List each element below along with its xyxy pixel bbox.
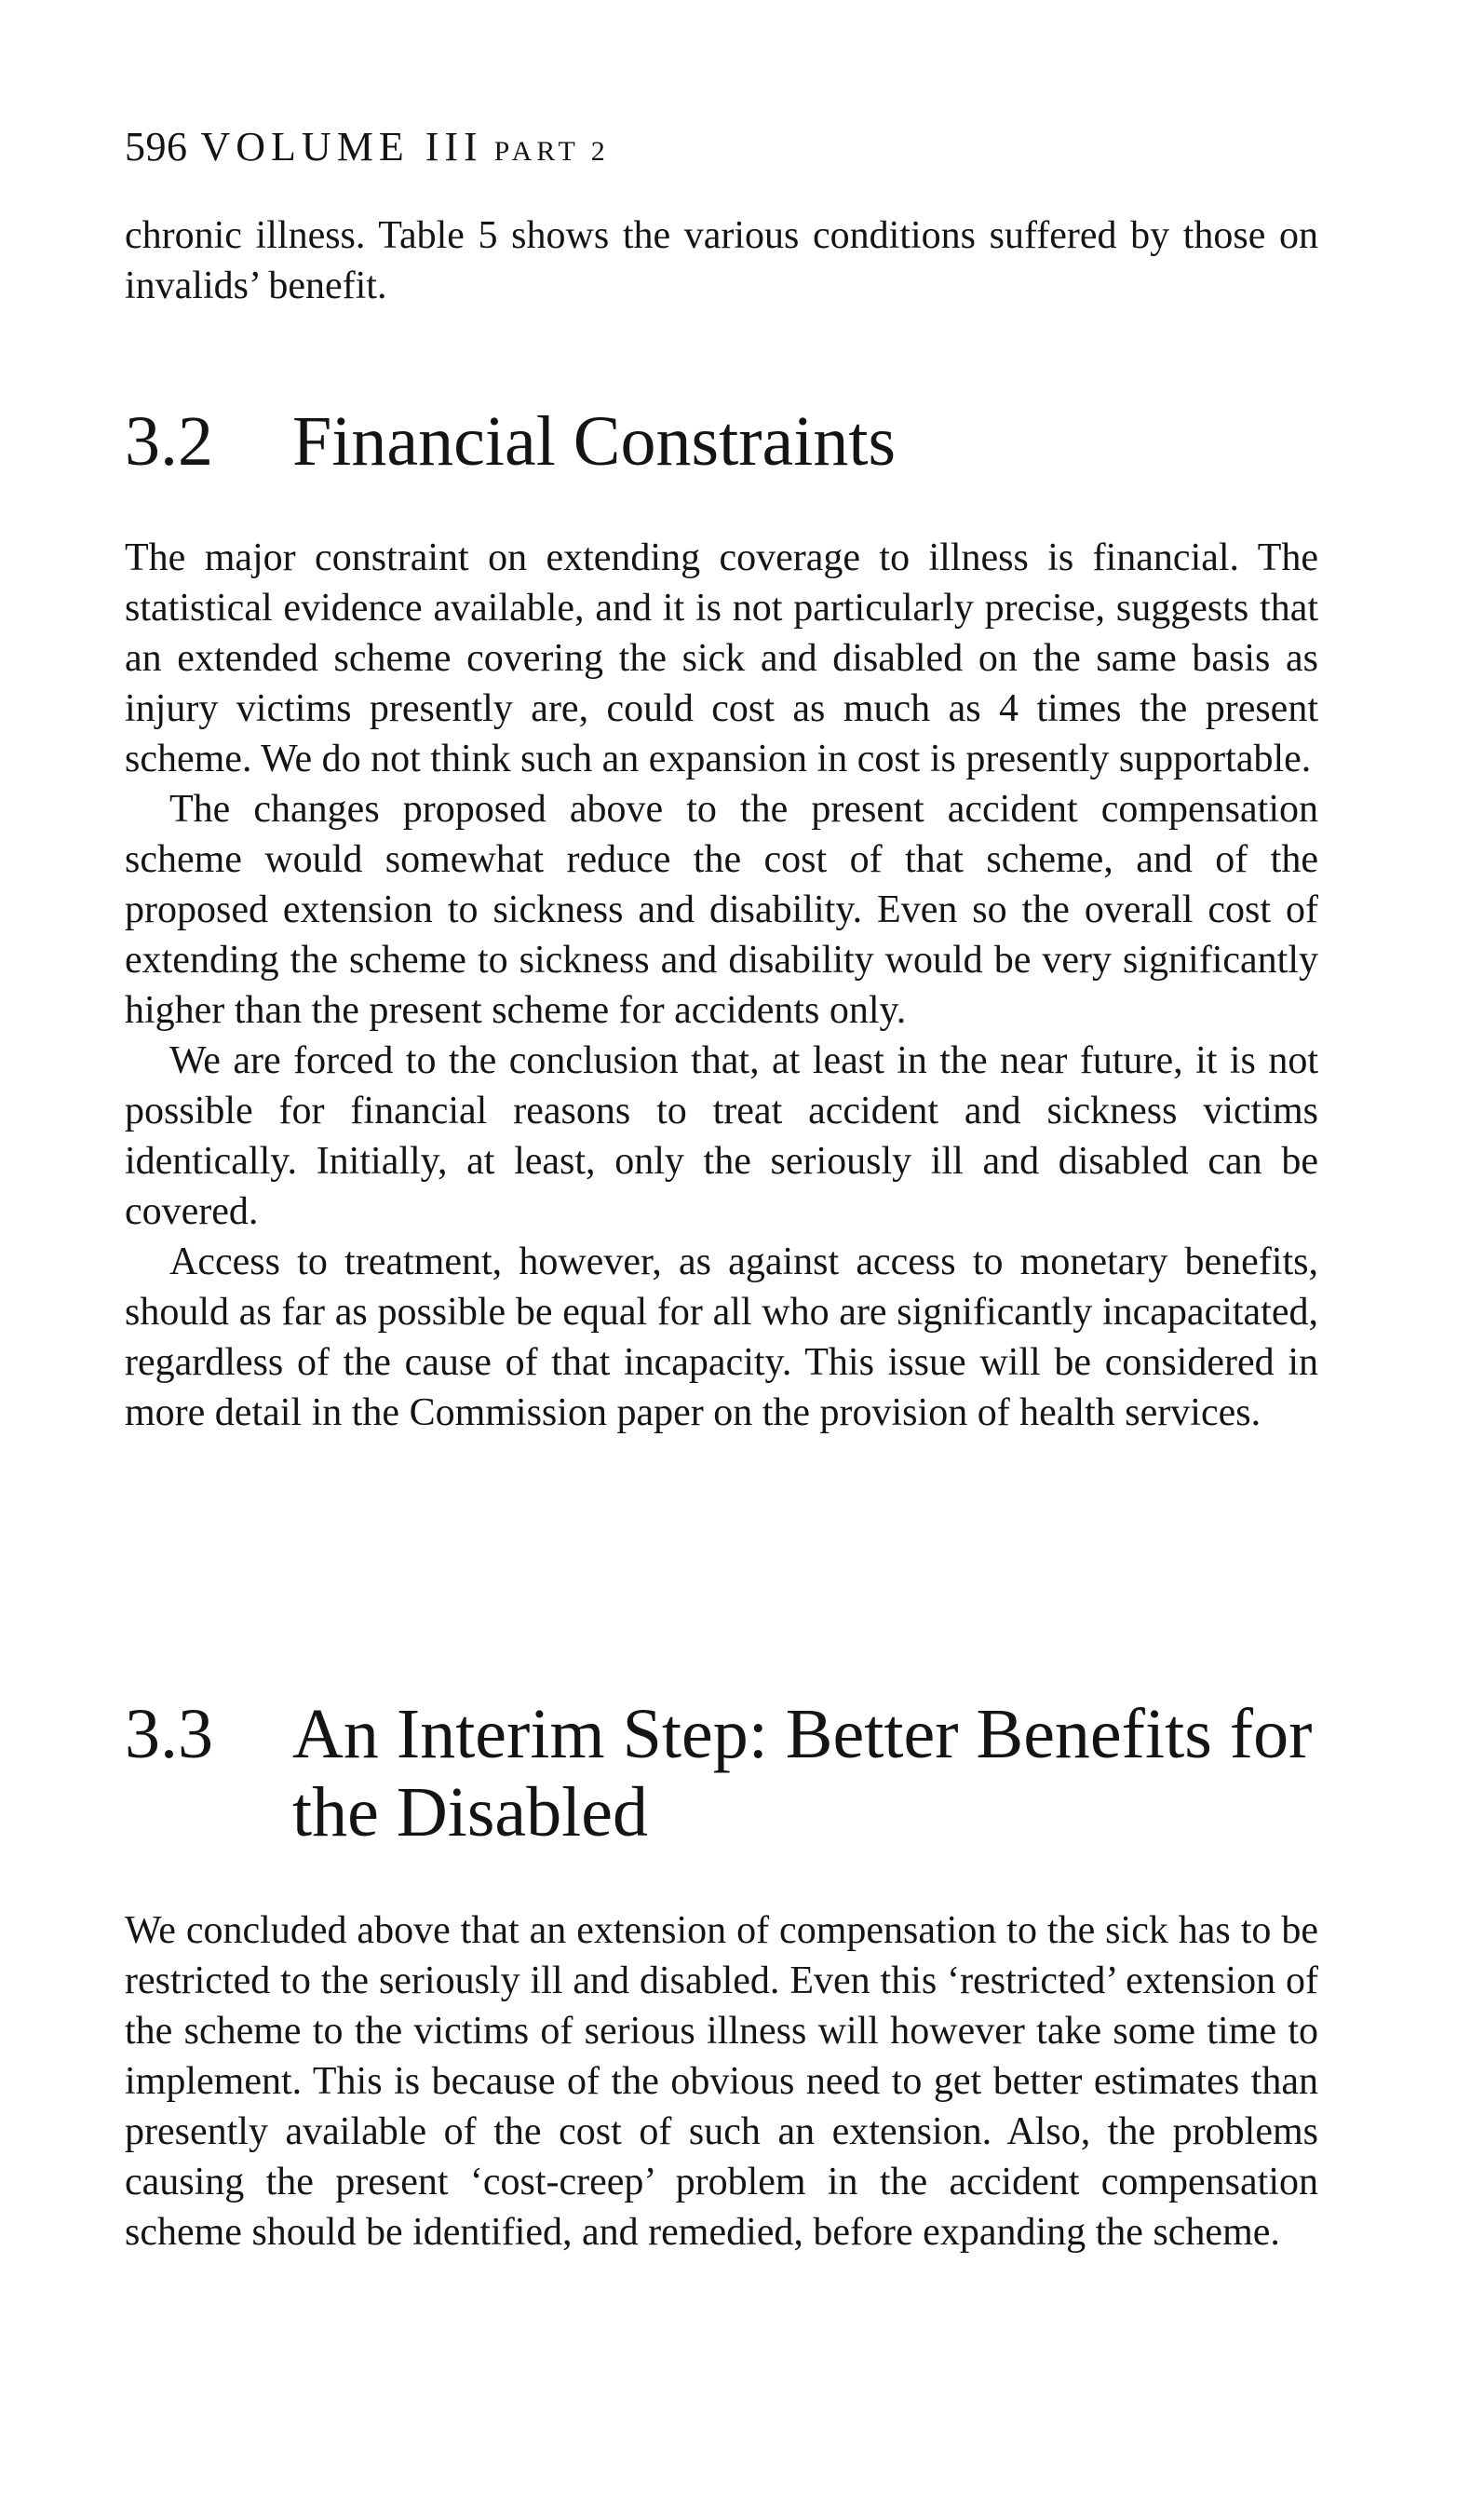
section-3-3-heading <box>125 1695 1316 1851</box>
paragraph: We concluded above that an extension of compensation to the sick has to be restricted to the seriously ill and disabled. Even this ‘restricted’ extension of the scheme to the victims of serious illness will however take some time to implement. This is because of the obvious need to get better estimates than presently available of the cost of such an extension. Also, the problems causing the present ‘cost-creep’ problem in the accident compensation scheme should be identified, and remedied, before expanding the scheme. <box>125 1909 1318 2254</box>
part-label: PART 2 <box>493 136 610 167</box>
intro-text <box>125 210 1318 311</box>
section-3-2-title: Financial Constraints <box>292 402 897 481</box>
section-3-2-number: 3.2 <box>125 402 213 481</box>
running-head <box>125 121 610 178</box>
section-3-2-body <box>125 533 1318 1438</box>
section-3-2-heading <box>125 402 1316 481</box>
section-3-3-number: 3.3 <box>125 1695 213 1773</box>
paragraph: We are forced to the conclusion that, at least in the near future, it is not possible for financial reasons to treat accident and sickness victims identically. Initially, at least, only the seriously ill and disabled can be covered. <box>125 1039 1318 1233</box>
page-number: 596 <box>125 124 188 169</box>
section-3-3-title: An Interim Step: Better Benefits for the Disabled <box>292 1695 1313 1851</box>
paragraph: The changes proposed above to the present accident compensation scheme would somewhat reduce the cost of that scheme, and of the proposed extension to sickness and disability. Even so the overall cost of extending the scheme to sickness and disability would be very significantly higher than the present scheme for accidents only. <box>125 788 1318 1032</box>
paragraph: Access to treatment, however, as against access to monetary benefits, should as far as possible be equal for all who are significantly incapacitated, regardless of the cause of that incapacity. This issue will be considered in more detail in the Commission paper on the provision of health services. <box>125 1240 1318 1434</box>
intro-paragraph: chronic illness. Table 5 shows the various conditions suffered by those on invalids’ benefit. <box>125 214 1318 307</box>
section-3-3-body <box>125 1905 1318 2257</box>
volume-label: VOLUME III <box>200 124 483 169</box>
paragraph: The major constraint on extending coverage to illness is financial. The statistical evidence available, and it is not particularly precise, suggests that an extended scheme covering the sick and disabled on the same basis as injury victims presently are, could cost as much as 4 times the present scheme. We do not think such an expansion in cost is presently supportable. <box>125 536 1318 780</box>
